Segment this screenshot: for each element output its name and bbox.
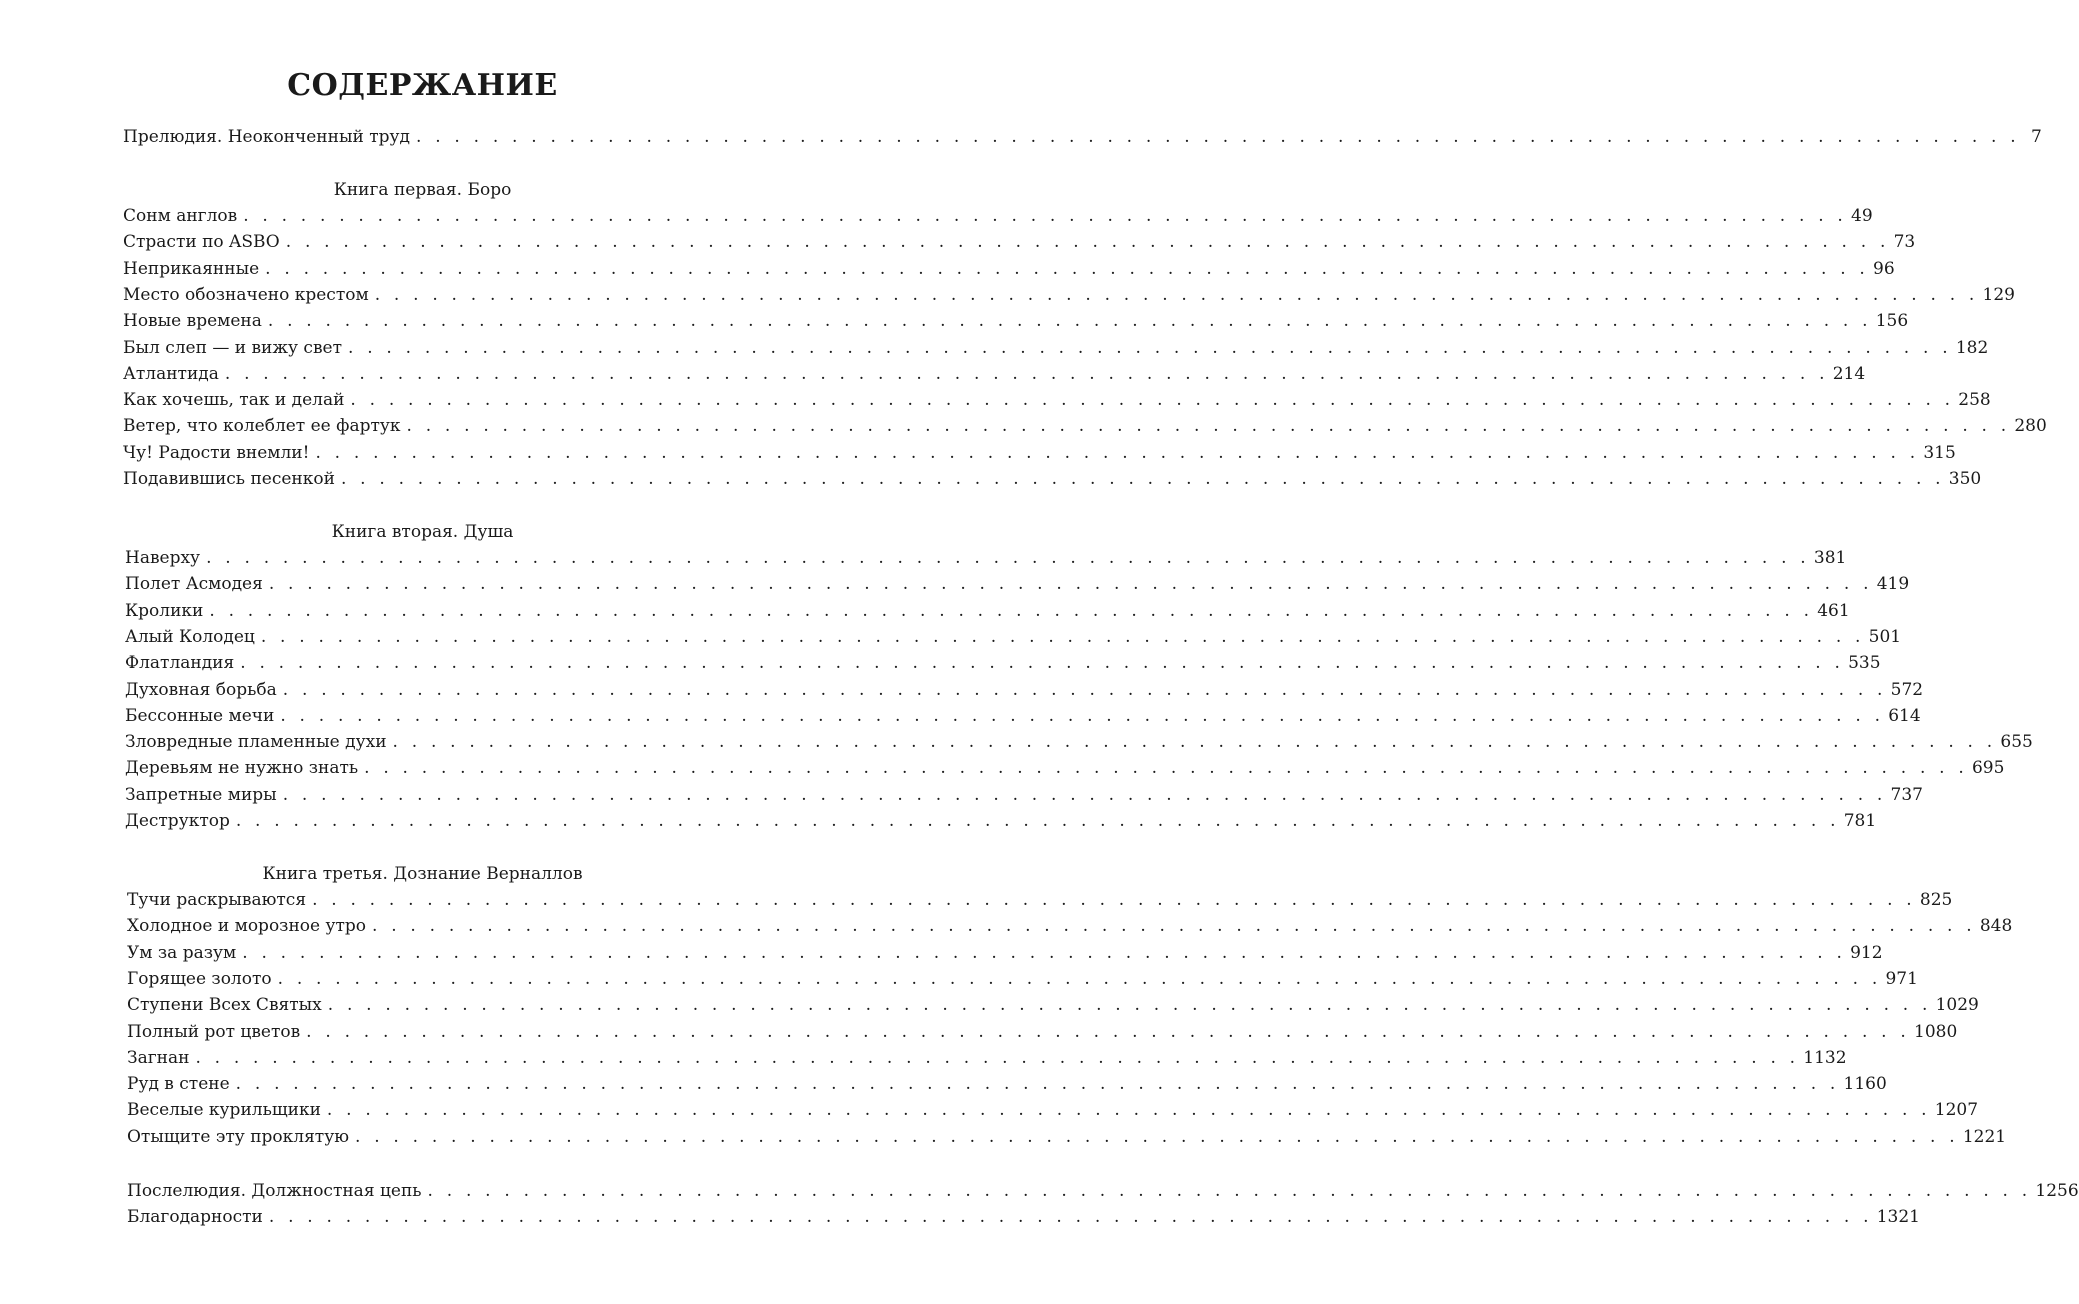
- toc-entry-page-number: 461: [1817, 601, 1850, 621]
- toc-entry-page-number: 1321: [1876, 1207, 1920, 1227]
- toc-entry: [127, 940, 1883, 966]
- dot-leader: . . . . . . . . . . . . . . . . . . . . . . . . . . . . . . . . . . . . . . . . . . . . . . . . . . . . . . . . . . . . . . . . . . . . . . . . . . . . . . . . . . . .: [243, 206, 1848, 226]
- toc-entry-page-number: 825: [1919, 890, 1953, 910]
- toc-entry-page-number: 182: [1955, 338, 1989, 358]
- toc-entry: [123, 256, 1895, 282]
- toc-entry-title: Атлантида: [123, 364, 219, 384]
- toc-entry-page-number: 1160: [1843, 1074, 1887, 1094]
- toc-entry-acknowledgements: [127, 1204, 1920, 1230]
- dot-leader: . . . . . . . . . . . . . . . . . . . . . . . . . . . . . . . . . . . . . . . . . . . . . . . . . . . . . . . . . . . . . . . . . . . . . . . . . . . . . . . . . . . .: [364, 758, 1968, 778]
- toc-entry-title: Был слеп — и вижу свет: [123, 338, 342, 358]
- dot-leader: . . . . . . . . . . . . . . . . . . . . . . . . . . . . . . . . . . . . . . . . . . . . . . . . . . . . . . . . . . . . . . . . . . . . . . . . . . . . . . . . . . . .: [282, 785, 1887, 805]
- toc-entry-postlude: [127, 1178, 2079, 1204]
- book-heading: Книга третья. Дознание Верналлов: [262, 864, 583, 884]
- dot-leader: . . . . . . . . . . . . . . . . . . . . . . . . . . . . . . . . . . . . . . . . . . . . . . . . . . . . . . . . . . . . . . . . . . . . . . . . . . . . . . . . . . . .: [285, 232, 1890, 252]
- toc-entry: [127, 887, 1953, 913]
- toc-entry-page-number: 129: [1982, 285, 2015, 305]
- toc-entry-page-number: 971: [1885, 969, 1918, 989]
- toc-entry-title: Полный рот цветов: [127, 1022, 301, 1042]
- toc-entry-page-number: 695: [1971, 758, 2005, 778]
- toc-entry-title: Флатландия: [125, 653, 235, 673]
- toc-entry-title: Отыщите эту проклятую: [127, 1127, 350, 1147]
- toc-entry-page-number: 1221: [1962, 1127, 2007, 1147]
- toc-entry: [125, 782, 1923, 808]
- toc-entry-title: Место обозначено крестом: [123, 285, 369, 305]
- dot-leader: . . . . . . . . . . . . . . . . . . . . . . . . . . . . . . . . . . . . . . . . . . . . . . . . . . . . . . . . . . . . . . . . . . . . . . . . . . . . . . . . . . . .: [315, 443, 1920, 463]
- dot-leader: . . . . . . . . . . . . . . . . . . . . . . . . . . . . . . . . . . . . . . . . . . . . . . . . . . . . . . . . . . . . . . . . . . . . . . . . . . . . . . . . . . . .: [240, 653, 1845, 673]
- dot-leader: . . . . . . . . . . . . . . . . . . . . . . . . . . . . . . . . . . . . . . . . . . . . . . . . . . . . . . . . . . . . . . . . . . . . . . . . . . . . . . . . . . . .: [347, 338, 1952, 358]
- toc-entry-title: Страсти по ASBO: [123, 232, 280, 252]
- toc-entry-title: Прелюдия. Неоконченный труд: [123, 127, 410, 147]
- toc-entry-page-number: 501: [1868, 627, 1902, 647]
- toc-entry-title: Загнан: [127, 1048, 190, 1068]
- toc-entry-title: Послелюдия. Должностная цепь: [127, 1181, 422, 1201]
- toc-entry-title: Кролики: [125, 601, 204, 621]
- toc-entry-title: Благодарности: [127, 1207, 263, 1227]
- toc-entry-page-number: 7: [2031, 127, 2042, 147]
- dot-leader: . . . . . . . . . . . . . . . . . . . . . . . . . . . . . . . . . . . . . . . . . . . . . . . . . . . . . . . . . . . . . . . . . . . . . . . . . . . . . . . . . . . .: [282, 680, 1887, 700]
- toc-entry: [127, 913, 2013, 939]
- toc-entry: [123, 282, 2015, 308]
- toc-entry-title: Сонм англов: [123, 206, 238, 226]
- toc-entry-page-number: 912: [1850, 943, 1883, 963]
- toc-entry-title: Запретные миры: [125, 785, 277, 805]
- dot-leader: . . . . . . . . . . . . . . . . . . . . . . . . . . . . . . . . . . . . . . . . . . . . . . . . . . . . . . . . . . . . . . . . . . . . . . . . . . . . . . . . . . . .: [306, 1022, 1910, 1042]
- book-heading: Книга первая. Боро: [333, 180, 512, 200]
- toc-entry: [123, 335, 1989, 361]
- toc-entry-title: Бессонные мечи: [125, 706, 275, 726]
- toc-entry-page-number: 737: [1890, 785, 1923, 805]
- toc-entry-page-number: 572: [1890, 680, 1924, 700]
- toc-entry: [125, 808, 1877, 834]
- toc-entry-title: Тучи раскрываются: [127, 890, 307, 910]
- toc-entry: [123, 229, 1916, 255]
- toc-entry: [127, 1019, 1958, 1045]
- toc-entry: [125, 703, 1921, 729]
- toc-entry: [125, 571, 1910, 597]
- toc-entry-title: Зловредные пламенные духи: [125, 732, 387, 752]
- toc-entry-page-number: 73: [1893, 232, 1916, 252]
- toc-entry-prelude: [123, 124, 2042, 150]
- toc-entry: [123, 203, 1873, 229]
- toc-entry-title: Как хочешь, так и делай: [123, 390, 345, 410]
- toc-entry: [123, 466, 1982, 492]
- toc-entry-title: Ум за разум: [127, 943, 237, 963]
- toc-entry-title: Горящее золото: [127, 969, 272, 989]
- toc-entry-page-number: 350: [1948, 469, 1982, 489]
- toc-entry: [123, 440, 1956, 466]
- toc-entry-page-number: 315: [1923, 443, 1956, 463]
- toc-entry-page-number: 614: [1888, 706, 1921, 726]
- toc-entry: [125, 729, 2033, 755]
- toc-entry-page-number: 781: [1843, 811, 1877, 831]
- toc-entry-title: Подавившись песенкой: [123, 469, 335, 489]
- dot-leader: . . . . . . . . . . . . . . . . . . . . . . . . . . . . . . . . . . . . . . . . . . . . . . . . . . . . . . . . . . . . . . . . . . . . . . . . . . . . . . . . . . . .: [260, 627, 1865, 647]
- toc-entry-title: Алый Колодец: [125, 627, 255, 647]
- toc-entry: [127, 1124, 2007, 1150]
- toc-entry-page-number: 1080: [1914, 1022, 1958, 1042]
- toc-entry-page-number: 381: [1813, 548, 1847, 568]
- toc-entry-page-number: 848: [1979, 916, 2013, 936]
- toc-entry-title: Наверху: [125, 548, 201, 568]
- toc-entry-page-number: 156: [1875, 311, 1909, 331]
- dot-leader: . . . . . . . . . . . . . . . . . . . . . . . . . . . . . . . . . . . . . . . . . . . . . . . . . . . . . . . . . . . . . . . . . . . . . . . . . . . . . . . . . . . .: [209, 601, 1814, 621]
- dot-leader: . . . . . . . . . . . . . . . . . . . . . . . . . . . . . . . . . . . . . . . . . . . . . . . . . . . . . . . . . . . . . . . . . . . . . . . . . . . . . . . . . . . .: [416, 127, 2020, 147]
- book-heading: Книга вторая. Душа: [331, 522, 514, 542]
- dot-leader: . . . . . . . . . . . . . . . . . . . . . . . . . . . . . . . . . . . . . . . . . . . . . . . . . . . . . . . . . . . . . . . . . . . . . . . . . . . . . . . . . . . .: [268, 574, 1873, 594]
- toc-entry: [127, 1045, 1847, 1071]
- dot-leader: . . . . . . . . . . . . . . . . . . . . . . . . . . . . . . . . . . . . . . . . . . . . . . . . . . . . . . . . . . . . . . . . . . . . . . . . . . . . . . . . . . . .: [277, 969, 1882, 989]
- dot-leader: . . . . . . . . . . . . . . . . . . . . . . . . . . . . . . . . . . . . . . . . . . . . . . . . . . . . . . . . . . . . . . . . . . . . . . . . . . . . . . . . . . . .: [265, 259, 1870, 279]
- toc-entry-title: Полет Асмодея: [125, 574, 263, 594]
- toc-entry: [125, 598, 1850, 624]
- dot-leader: . . . . . . . . . . . . . . . . . . . . . . . . . . . . . . . . . . . . . . . . . . . . . . . . . . . . . . . . . . . . . . . . . . . . . . . . . . . . . . . . . . . .: [374, 285, 1979, 305]
- toc-entry-page-number: 655: [2000, 732, 2033, 752]
- toc-entry-page-number: 1256: [2035, 1181, 2079, 1201]
- dot-leader: . . . . . . . . . . . . . . . . . . . . . . . . . . . . . . . . . . . . . . . . . . . . . . . . . . . . . . . . . . . . . . . . . . . . . . . . . . . . . . . . . . . .: [355, 1127, 1959, 1147]
- toc-entry: [125, 677, 1924, 703]
- dot-leader: . . . . . . . . . . . . . . . . . . . . . . . . . . . . . . . . . . . . . . . . . . . . . . . . . . . . . . . . . . . . . . . . . . . . . . . . . . . . . . . . . . . .: [427, 1181, 2032, 1201]
- toc-entry-title: Холодное и морозное утро: [127, 916, 367, 936]
- toc-entry-title: Ветер, что колеблет ее фартук: [123, 416, 401, 436]
- toc-entry-page-number: 1207: [1934, 1100, 1979, 1120]
- toc-entry: [127, 966, 1918, 992]
- dot-leader: . . . . . . . . . . . . . . . . . . . . . . . . . . . . . . . . . . . . . . . . . . . . . . . . . . . . . . . . . . . . . . . . . . . . . . . . . . . . . . . . . . . .: [392, 732, 1997, 752]
- dot-leader: . . . . . . . . . . . . . . . . . . . . . . . . . . . . . . . . . . . . . . . . . . . . . . . . . . . . . . . . . . . . . . . . . . . . . . . . . . . . . . . . . . . .: [235, 1074, 1840, 1094]
- toc-entry-title: Новые времена: [123, 311, 262, 331]
- dot-leader: . . . . . . . . . . . . . . . . . . . . . . . . . . . . . . . . . . . . . . . . . . . . . . . . . . . . . . . . . . . . . . . . . . . . . . . . . . . . . . . . . . . .: [340, 469, 1945, 489]
- toc-entry-title: Руд в стене: [127, 1074, 230, 1094]
- toc-entry: [127, 1071, 1887, 1097]
- toc-entry: [127, 1097, 1979, 1123]
- toc-entry-page-number: 96: [1873, 259, 1895, 279]
- dot-leader: . . . . . . . . . . . . . . . . . . . . . . . . . . . . . . . . . . . . . . . . . . . . . . . . . . . . . . . . . . . . . . . . . . . . . . . . . . . . . . . . . . . .: [372, 916, 1976, 936]
- toc-entry: [125, 755, 2005, 781]
- toc-entry: [123, 308, 1909, 334]
- dot-leader: . . . . . . . . . . . . . . . . . . . . . . . . . . . . . . . . . . . . . . . . . . . . . . . . . . . . . . . . . . . . . . . . . . . . . . . . . . . . . . . . . . . .: [224, 364, 1829, 384]
- dot-leader: . . . . . . . . . . . . . . . . . . . . . . . . . . . . . . . . . . . . . . . . . . . . . . . . . . . . . . . . . . . . . . . . . . . . . . . . . . . . . . . . . . . .: [350, 390, 1955, 410]
- toc-entry: [123, 413, 2047, 439]
- dot-leader: . . . . . . . . . . . . . . . . . . . . . . . . . . . . . . . . . . . . . . . . . . . . . . . . . . . . . . . . . . . . . . . . . . . . . . . . . . . . . . . . . . . .: [195, 1048, 1800, 1068]
- toc-entry-title: Веселые курильщики: [127, 1100, 321, 1120]
- page-title: СОДЕРЖАНИЕ: [287, 68, 558, 103]
- toc-entry: [123, 387, 1991, 413]
- toc-entry-title: Чу! Радости внемли!: [123, 443, 310, 463]
- toc-entry: [125, 624, 1902, 650]
- toc-entry-page-number: 535: [1848, 653, 1881, 673]
- toc-entry-title: Неприкаянные: [123, 259, 260, 279]
- toc-entry-page-number: 214: [1832, 364, 1866, 384]
- toc-entry-page-number: 280: [2014, 416, 2047, 436]
- toc-entry-page-number: 1132: [1803, 1048, 1847, 1068]
- toc-entry-page-number: 419: [1876, 574, 1910, 594]
- dot-leader: . . . . . . . . . . . . . . . . . . . . . . . . . . . . . . . . . . . . . . . . . . . . . . . . . . . . . . . . . . . . . . . . . . . . . . . . . . . . . . . . . . . .: [312, 890, 1916, 910]
- toc-entry: [125, 545, 1847, 571]
- dot-leader: . . . . . . . . . . . . . . . . . . . . . . . . . . . . . . . . . . . . . . . . . . . . . . . . . . . . . . . . . . . . . . . . . . . . . . . . . . . . . . . . . . . .: [406, 416, 2011, 436]
- dot-leader: . . . . . . . . . . . . . . . . . . . . . . . . . . . . . . . . . . . . . . . . . . . . . . . . . . . . . . . . . . . . . . . . . . . . . . . . . . . . . . . . . . . .: [327, 995, 1932, 1015]
- dot-leader: . . . . . . . . . . . . . . . . . . . . . . . . . . . . . . . . . . . . . . . . . . . . . . . . . . . . . . . . . . . . . . . . . . . . . . . . . . . . . . . . . . . .: [268, 1207, 1873, 1227]
- toc-entry-page-number: 49: [1851, 206, 1873, 226]
- toc-entry: [127, 992, 1979, 1018]
- toc-entry: [123, 361, 1866, 387]
- toc-entry-title: Деструктор: [125, 811, 230, 831]
- toc-entry-title: Ступени Всех Святых: [127, 995, 322, 1015]
- toc-entry: [125, 650, 1881, 676]
- toc-entry-title: Деревьям не нужно знать: [125, 758, 359, 778]
- dot-leader: . . . . . . . . . . . . . . . . . . . . . . . . . . . . . . . . . . . . . . . . . . . . . . . . . . . . . . . . . . . . . . . . . . . . . . . . . . . . . . . . . . . .: [280, 706, 1885, 726]
- toc-entry-page-number: 1029: [1935, 995, 1979, 1015]
- dot-leader: . . . . . . . . . . . . . . . . . . . . . . . . . . . . . . . . . . . . . . . . . . . . . . . . . . . . . . . . . . . . . . . . . . . . . . . . . . . . . . . . . . . .: [267, 311, 1872, 331]
- dot-leader: . . . . . . . . . . . . . . . . . . . . . . . . . . . . . . . . . . . . . . . . . . . . . . . . . . . . . . . . . . . . . . . . . . . . . . . . . . . . . . . . . . . .: [242, 943, 1847, 963]
- dot-leader: . . . . . . . . . . . . . . . . . . . . . . . . . . . . . . . . . . . . . . . . . . . . . . . . . . . . . . . . . . . . . . . . . . . . . . . . . . . . . . . . . . . .: [326, 1100, 1931, 1120]
- dot-leader: . . . . . . . . . . . . . . . . . . . . . . . . . . . . . . . . . . . . . . . . . . . . . . . . . . . . . . . . . . . . . . . . . . . . . . . . . . . . . . . . . . . .: [235, 811, 1840, 831]
- toc-entry-title: Духовная борьба: [125, 680, 277, 700]
- dot-leader: . . . . . . . . . . . . . . . . . . . . . . . . . . . . . . . . . . . . . . . . . . . . . . . . . . . . . . . . . . . . . . . . . . . . . . . . . . . . . . . . . . . .: [206, 548, 1810, 568]
- toc-entry-page-number: 258: [1958, 390, 1991, 410]
